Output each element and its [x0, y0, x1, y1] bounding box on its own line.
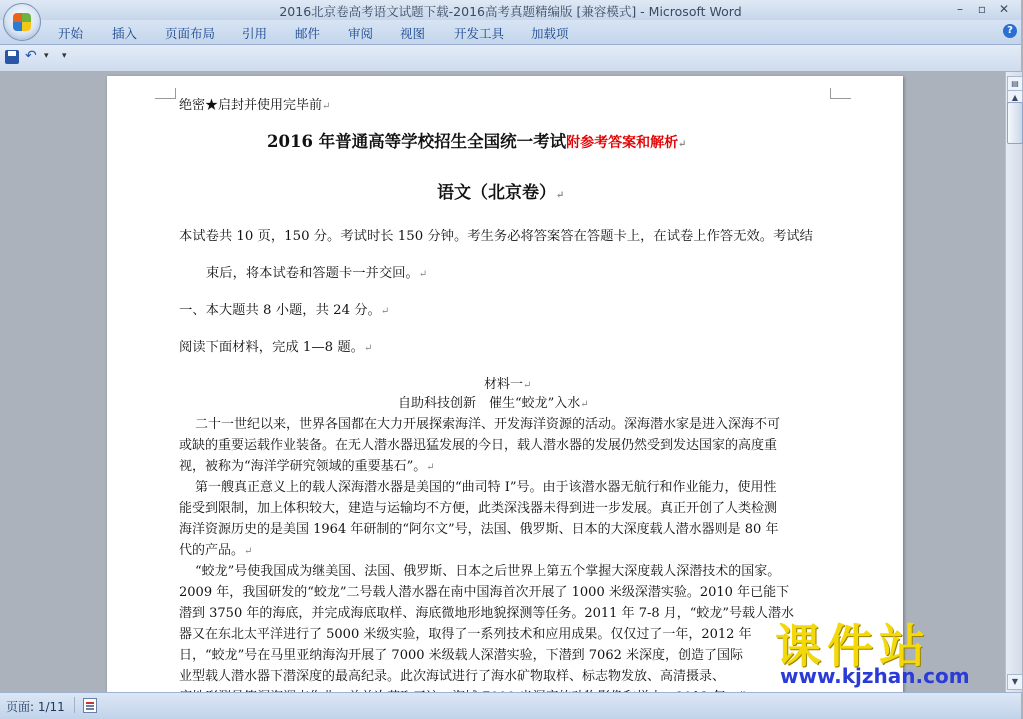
- tab-developer[interactable]: 开发工具: [454, 26, 505, 41]
- document-area: [0, 72, 1005, 692]
- quick-access-toolbar: [0, 45, 1021, 72]
- body-line: 海洋资源历史的是美国 1964 年研制的“阿尔文”号，法国、俄罗斯、日本的大深度载人潜水器则是 80 年: [179, 522, 779, 537]
- page-count[interactable]: 页面: 1/11: [6, 700, 65, 714]
- tab-home[interactable]: 开始: [58, 26, 84, 41]
- body-line: 或缺的重要运载作业装备。在无人潜水器迅猛发展的今日，载人潜水器的发展仍然受到发达国家的高度重: [179, 438, 778, 453]
- confidential-line: 绝密★启封并使用完毕前↵: [179, 98, 331, 113]
- tab-review[interactable]: 审阅: [348, 26, 374, 41]
- office-button[interactable]: [3, 3, 41, 41]
- window-title: 2016北京卷高考语文试题下载-2016高考真题精编版 [兼容模式] - Microsoft Word: [279, 4, 742, 19]
- body-line: 2009 年，我国研发的“蛟龙”二号载人潜水器在南中国海首次开展了 1000 米级深潜实验。2010 年已能下: [179, 585, 790, 600]
- body-line: 器又在东北太平洋进行了 5000 米级实验，取得了一系列技术和应用成果。仅仅过了一年，2012 年: [179, 627, 752, 642]
- watermark-url: www.kjzhan.com: [780, 664, 970, 688]
- office-logo-icon: [13, 13, 31, 31]
- ruler-toggle-icon[interactable]: ▤: [1007, 76, 1023, 92]
- scroll-up-icon[interactable]: ▲: [1007, 90, 1023, 106]
- doc-subtitle: 语文（北京卷）↵: [437, 183, 565, 203]
- watermark-brand: 课件站: [775, 619, 931, 673]
- customize-icon[interactable]: ▾: [62, 51, 67, 61]
- tab-mailings[interactable]: 邮件: [295, 26, 321, 41]
- tab-references[interactable]: 引用: [242, 26, 268, 41]
- body-line: 日，“蛟龙”号在马里亚纳海沟开展了 7000 米级载人深潜实验，下潜到 7062 米深度，创造了国际: [179, 648, 743, 663]
- scroll-thumb[interactable]: [1007, 102, 1023, 144]
- instructions-line-2: 束后，将本试卷和答题卡一并交回。↵: [206, 266, 428, 281]
- vertical-scrollbar[interactable]: [1005, 72, 1022, 692]
- reading-prompt: 阅读下面材料，完成 1—8 题。↵: [179, 340, 373, 355]
- watermark-logo: [770, 610, 1010, 690]
- tab-view[interactable]: 视图: [400, 26, 426, 41]
- body-line: 潜到 3750 年的海底，并完成海底取样、海底微地形地貌探测等任务。2011 年 7-8 月，“蛟龙”号载人潜水: [179, 606, 795, 621]
- undo-dropdown-icon[interactable]: ▾: [44, 51, 49, 61]
- tab-addins[interactable]: 加载项: [531, 26, 569, 41]
- body-line: 视，被称为“海洋学研究领域的重要基石”。↵: [179, 459, 435, 474]
- minimize-button[interactable]: –: [957, 2, 963, 16]
- doc-title: 2016 年普通高等学校招生全国统一考试附参考答案和解析↵: [267, 132, 687, 151]
- section-heading: 一、本大题共 8 小题，共 24 分。↵: [179, 303, 390, 318]
- margin-corner-top-left: [155, 88, 176, 99]
- status-divider: [74, 697, 75, 713]
- body-line: 业型载人潜水器下潜深度的最高纪录。此次海试进行了海水矿物取样、标志物发放、高清摄录、: [179, 669, 726, 684]
- material-headline: 自助科技创新 催生“蛟龙”入水↵: [398, 396, 589, 411]
- margin-corner-top-right: [830, 88, 851, 99]
- save-icon[interactable]: [5, 50, 19, 64]
- scroll-down-icon[interactable]: ▼: [1007, 674, 1023, 690]
- undo-icon[interactable]: ↶: [25, 48, 37, 64]
- ribbon-tabs: [0, 20, 1021, 45]
- close-button[interactable]: ✕: [998, 2, 1010, 16]
- status-bar: [0, 692, 1021, 719]
- body-line: 代的产品。↵: [179, 543, 253, 558]
- tab-insert[interactable]: 插入: [112, 26, 138, 41]
- instructions-line-1: 本试卷共 10 页，150 分。考试时长 150 分钟。考生务必将答案答在答题卡上，在试卷上作答无效。考试结: [179, 229, 813, 244]
- body-line: 第一艘真正意义上的载人深海潜水器是美国的“曲司特 I”号。由于该潜水器无航行和作业能力，使用性: [195, 480, 777, 495]
- material-title: 材料一↵: [484, 377, 532, 392]
- title-bar: [0, 0, 1021, 20]
- restore-button[interactable]: ▫: [977, 2, 987, 16]
- proofing-icon[interactable]: [83, 698, 97, 713]
- body-line: 能受到限制，加上体积较大，建造与运输均不方便，此类深浅器未得到进一步发展。真正开创了人类检测: [179, 501, 778, 516]
- body-line: “蛟龙”号使我国成为继美国、法国、俄罗斯、日本之后世界上第五个掌握大深度载人深潜技术的国家。: [195, 564, 781, 579]
- body-line: 二十一世纪以来，世界各国都在大力开展探索海洋、开发海洋资源的活动。深海潜水家是进入深海不可: [195, 417, 781, 432]
- help-icon[interactable]: ?: [1003, 24, 1017, 38]
- tab-layout[interactable]: 页面布局: [165, 26, 216, 41]
